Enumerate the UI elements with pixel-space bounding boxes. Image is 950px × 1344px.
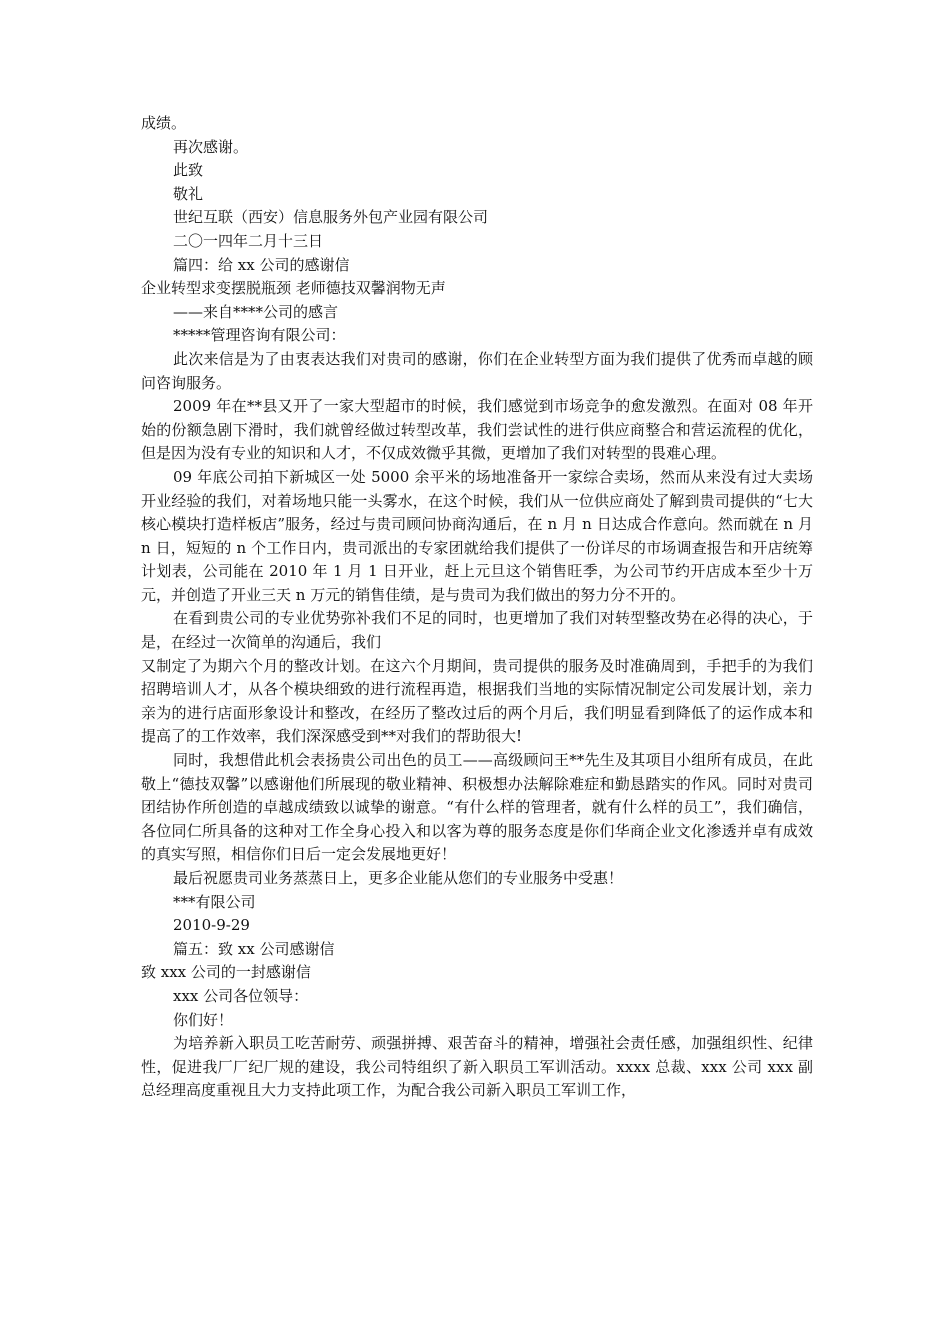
- salutation: 敬礼: [173, 184, 204, 203]
- signature-company: 世纪互联（西安）信息服务外包产业园有限公司: [173, 208, 489, 227]
- paragraph: 为培养新入职员工吃苦耐劳、顽强拼搏、艰苦奋斗的精神，增强社会责任感，加强组织性、纪律性，促进我厂厂纪厂规的建设，我公司特组织了新入职员工军训活动。xxxx 总裁、xxx 公司 xxx 副总经理高度重视且大力支持此项工作，为配合我公司新入职员工军训工作，: [141, 1034, 813, 1100]
- signature-date: 2010-9-29: [173, 916, 250, 935]
- paragraph: 此次来信是为了由衷表达我们对贵司的感谢，你们在企业转型方面为我们提供了优秀而卓越的顾问咨询服务。: [141, 349, 813, 392]
- addressee: *****管理咨询有限公司：: [173, 326, 346, 345]
- paragraph: 2009 年在**县又开了一家大型超市的时候，我们感觉到市场竞争的愈发激烈。在面对 08 年开始的份额急剧下滑时，我们就曾经做过转型改革，我们尝试性的进行供应商整合和营运流程的优化，但是因为没有专业的知识和人才，不仅成效微乎其微，更增加了我们对转型的畏难心理。: [141, 397, 813, 463]
- paragraph: 成绩。: [141, 114, 187, 132]
- paragraph: 在看到贵公司的专业优势弥补我们不足的同时，也更增加了我们对转型整改势在必得的决心，于是，在经过一次简单的沟通后，我们: [141, 609, 813, 652]
- letter-subtitle: ——来自****公司的感言: [173, 302, 339, 321]
- paragraph: 09 年底公司拍下新城区一处 5000 余平米的场地准备开一家综合卖场，然而从来没有过大卖场开业经验的我们，对着场地只能一头雾水，在这个时候，我们从一位供应商处了解到贵司提供的“七大核心模块打造样板店”服务，经过与贵司顾问协商沟通后，在 n 月 n 日达成合作意向。然而就在 n 月 n 日，短短的 n 个工作日内，贵司派出的专家团就给我们提供了一份详尽的市场调查报告和开店统筹计划表，公司能在 2010 年 1 月 1 日开业，赶上元旦这个销售旺季，为公司节约开店成本至少十万元，并创造了开业三天 n 万元的销售佳绩，是与贵司为我们做出的努力分不开的。: [141, 467, 818, 604]
- paragraph: 最后祝愿贵司业务蒸蒸日上，更多企业能从您们的专业服务中受惠！: [173, 869, 624, 887]
- paragraph: 又制定了为期六个月的整改计划。在这六个月期间，贵司提供的服务及时准确周到，手把手的为我们招聘培训人才，从各个模块细致的进行流程再造，根据我们当地的实际情况制定公司发展计划，亲力亲为的进行店面形象设计和整改，在经历了整改过后的两个月后，我们明显看到降低了的运作成本和提高了的工作效率，我们深深感受到**对我们的帮助很大!: [141, 656, 813, 746]
- signature-company: ***有限公司: [173, 892, 256, 911]
- paragraph: 同时，我想借此机会表扬贵公司出色的员工——高级顾问王**先生及其项目小组所有成员，在此敬上“德技双馨”以感谢他们所展现的敬业精神、积极想办法解除难症和勤恳踏实的作风。同时对贵司团结协作所创造的卓越成绩致以诚挚的谢意。“有什么样的管理者，就有什么样的员工”，我们确信，各位同仁所具备的这种对工作全身心投入和以客为尊的服务态度是你们华商企业文化渗透并卓有成效的真实写照，相信你们日后一定会发展地更好！: [141, 751, 813, 864]
- greeting: 你们好！: [173, 1010, 234, 1029]
- section-heading: 篇五：致 xx 公司感谢信: [173, 939, 335, 958]
- addressee: xxx 公司各位领导：: [173, 986, 309, 1005]
- section-heading: 篇四：给 xx 公司的感谢信: [173, 255, 350, 274]
- paragraph: 再次感谢。: [173, 137, 249, 156]
- document-page: [141, 112, 818, 1103]
- letter-title: 致 xxx 公司的一封感谢信: [141, 963, 311, 982]
- salutation: 此致: [173, 161, 204, 180]
- signature-date: 二〇一四年二月十三日: [173, 231, 324, 250]
- letter-title: 企业转型求变摆脱瓶颈 老师德技双馨润物无声: [141, 279, 446, 298]
